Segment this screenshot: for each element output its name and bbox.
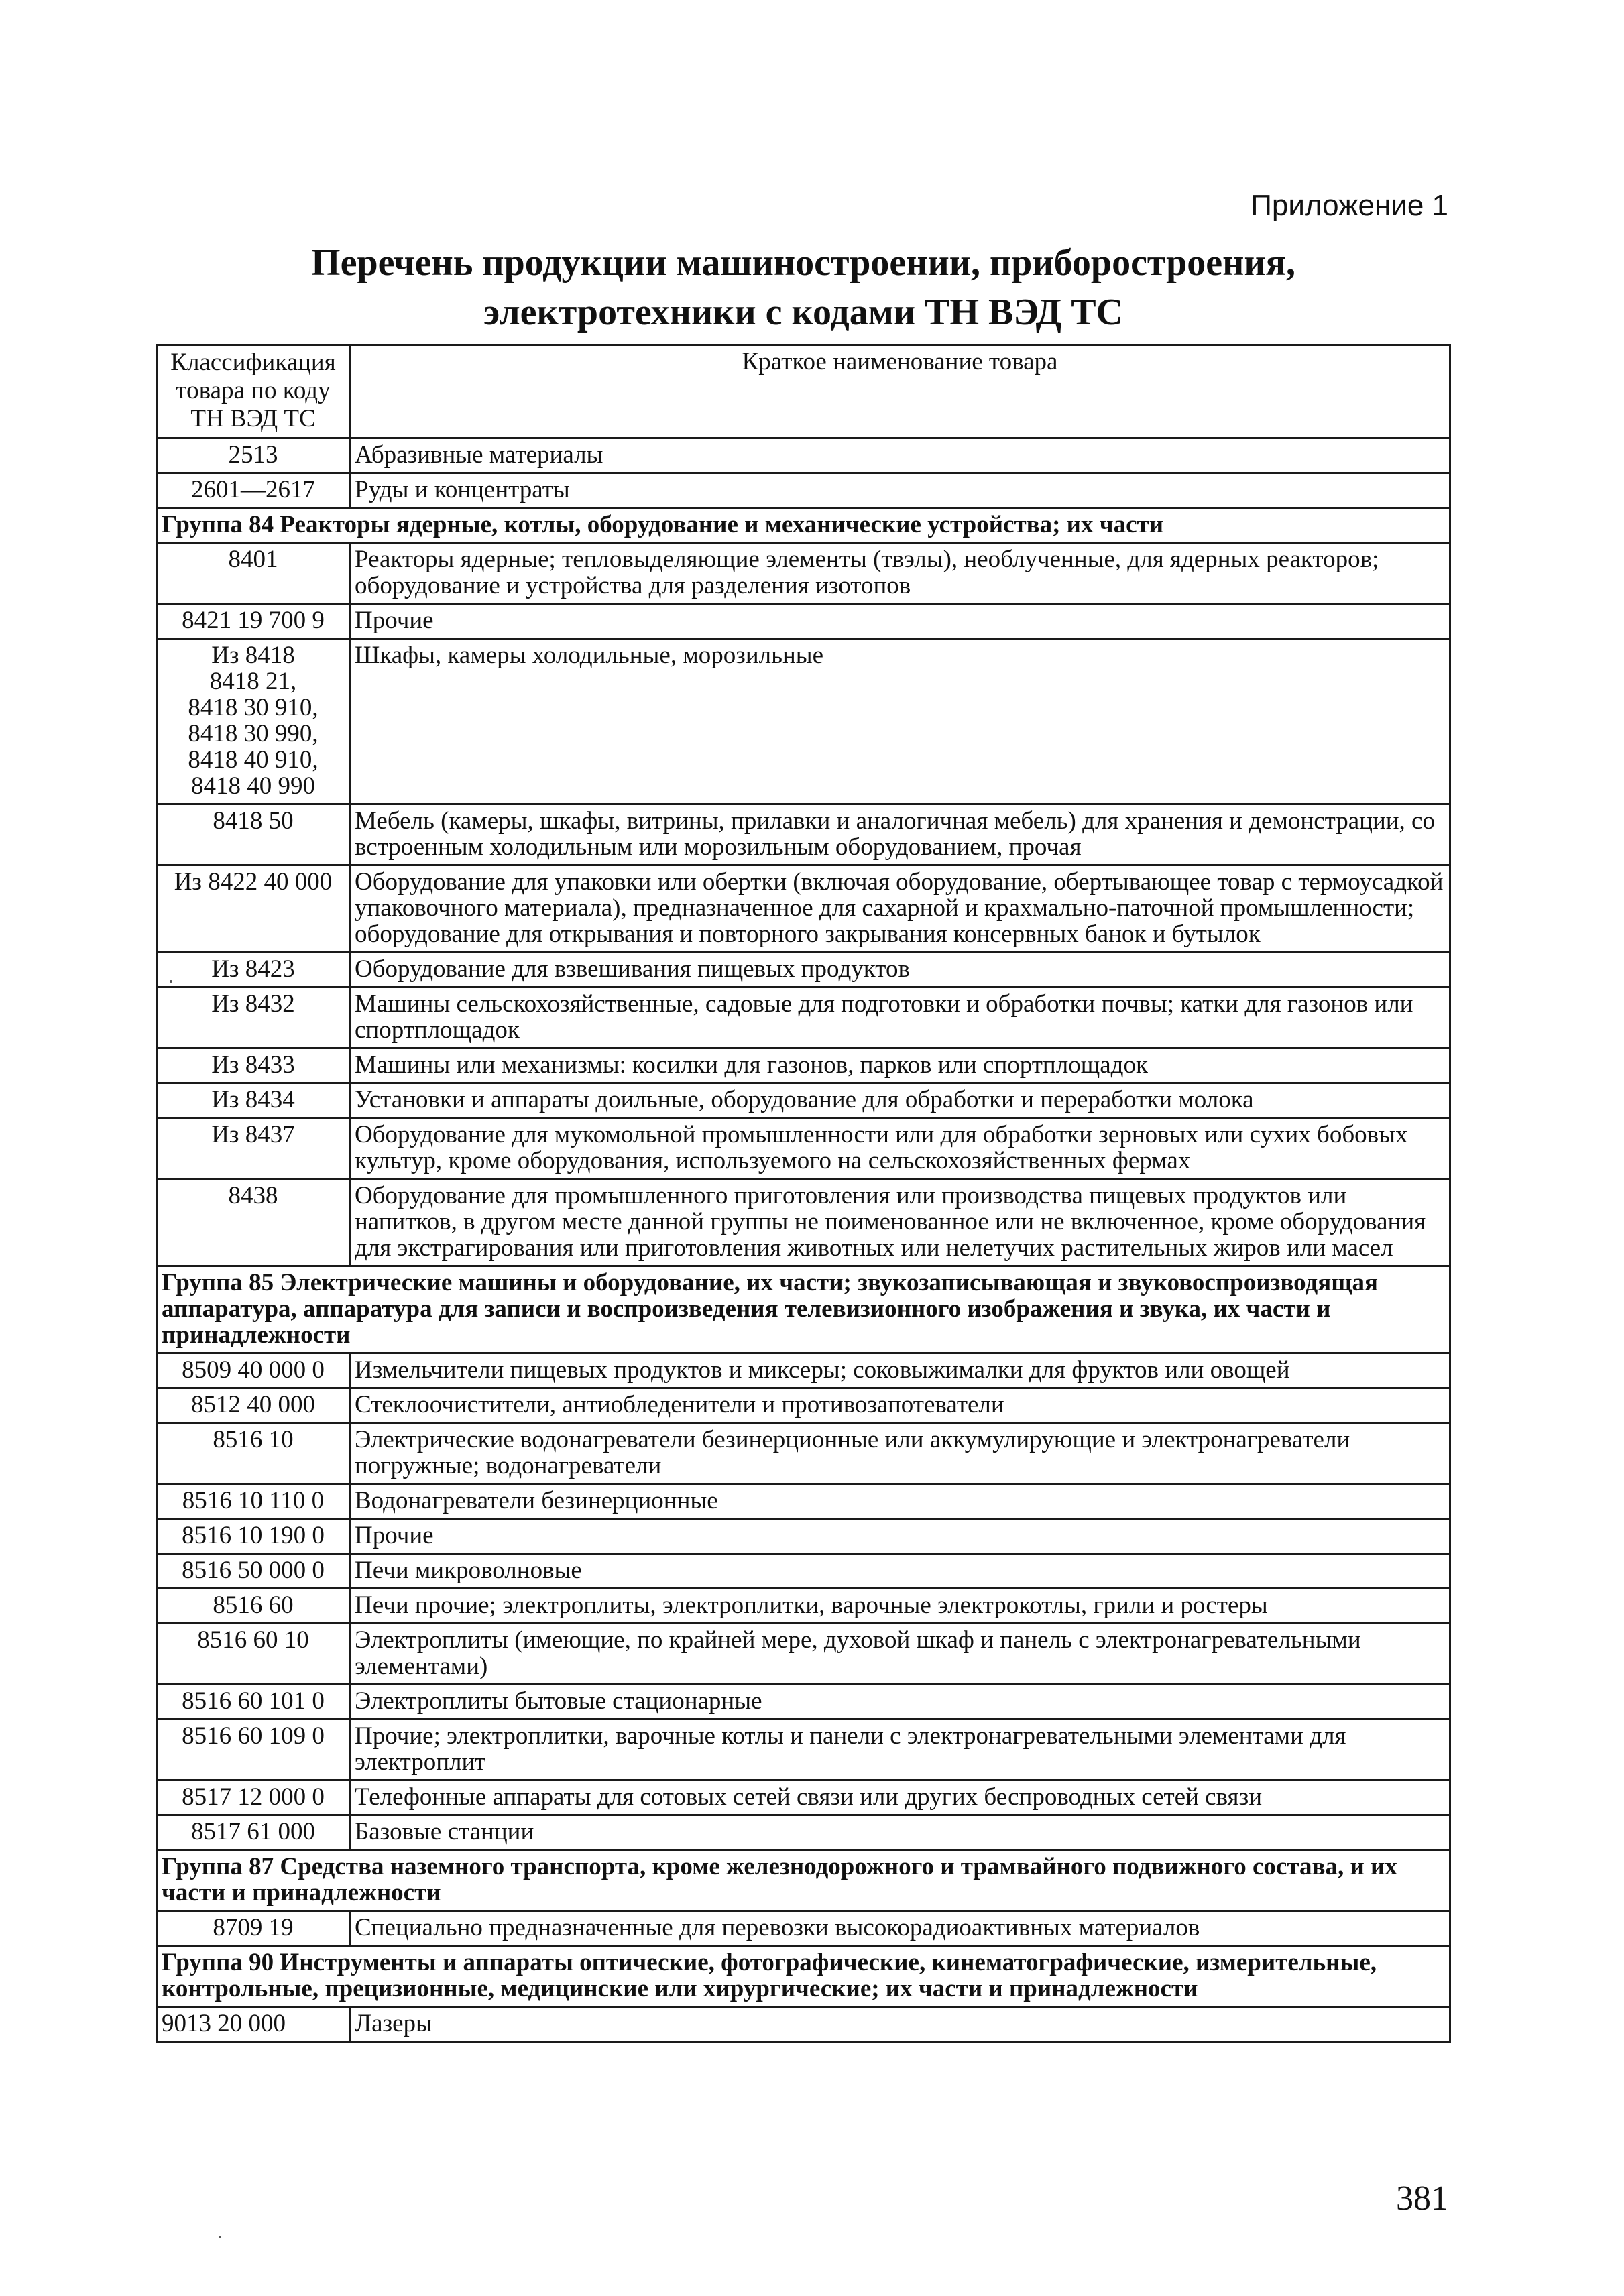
header-code: Классификация товара по коду ТН ВЭД ТС	[157, 345, 350, 438]
tnved-code: 2601—2617	[157, 473, 350, 508]
table-row	[157, 987, 1450, 1048]
product-name: Установки и аппараты доильные, оборудование для обработки и переработки молока	[350, 1083, 1450, 1118]
tnved-code: 8517 12 000 0	[157, 1780, 350, 1815]
table-row	[157, 1815, 1450, 1850]
page-title	[156, 238, 1451, 337]
table-row	[157, 1179, 1450, 1266]
table-row	[157, 1685, 1450, 1719]
product-name: Специально предназначенные для перевозки высокорадиоактивных материалов	[350, 1911, 1450, 1946]
product-name: Электроплиты (имеющие, по крайней мере, духовой шкаф и панель с электронагревательными элементами)	[350, 1624, 1450, 1685]
table-row	[157, 1624, 1450, 1685]
group-row	[157, 1266, 1450, 1353]
table-row	[157, 1048, 1450, 1083]
product-name: Прочие; электроплитки, варочные котлы и панели с электронагревательными элементами для электроплит	[350, 1719, 1450, 1780]
table-row	[157, 1484, 1450, 1519]
table-row	[157, 543, 1450, 604]
product-name: Оборудование для промышленного приготовления или производства пищевых продуктов или напитков, в другом месте данной группы не поименованное или не включенное, кроме оборудования для экстрагирования или приготовления животных или нелетучих растительных жиров или масел	[350, 1179, 1450, 1266]
table-row	[157, 1083, 1450, 1118]
tnved-code: Из 8422 40 000	[157, 865, 350, 953]
tnved-code: Из 8423	[157, 953, 350, 987]
tnved-code: 2513	[157, 438, 350, 473]
product-name: Абразивные материалы	[350, 438, 1450, 473]
table-row	[157, 1719, 1450, 1780]
table-row	[157, 1589, 1450, 1624]
table-row	[157, 2007, 1450, 2042]
group-row	[157, 508, 1450, 543]
title-line-2: электротехники с кодами ТН ВЭД ТС	[483, 292, 1123, 333]
group-row	[157, 1850, 1450, 1911]
table-row	[157, 1554, 1450, 1589]
tnved-code: 8512 40 000	[157, 1388, 350, 1423]
product-table	[156, 344, 1451, 2043]
table-row	[157, 804, 1450, 865]
table-body	[157, 438, 1450, 2042]
product-name: Прочие	[350, 1519, 1450, 1554]
table-row	[157, 1353, 1450, 1388]
table-row	[157, 438, 1450, 473]
table-row	[157, 953, 1450, 987]
tnved-code: 8516 10 190 0	[157, 1519, 350, 1554]
product-name: Руды и концентраты	[350, 473, 1450, 508]
tnved-code: 8509 40 000 0	[157, 1353, 350, 1388]
appendix-label: Приложение 1	[1251, 189, 1448, 222]
product-name: Мебель (камеры, шкафы, витрины, прилавки и аналогичная мебель) для хранения и демонстрации, со встроенным холодильным или морозильным оборудованием, прочая	[350, 804, 1450, 865]
tnved-code: 8517 61 000	[157, 1815, 350, 1850]
tnved-code: Из 8434	[157, 1083, 350, 1118]
table-header-row	[157, 345, 1450, 438]
tnved-code: Из 8433	[157, 1048, 350, 1083]
tnved-code: 8516 10	[157, 1423, 350, 1484]
tnved-code: 8516 50 000 0	[157, 1554, 350, 1589]
product-name: Шкафы, камеры холодильные, морозильные	[350, 639, 1450, 804]
group-heading: Группа 84 Реакторы ядерные, котлы, оборудование и механические устройства; их части	[157, 508, 1450, 543]
product-name: Машины или механизмы: косилки для газонов, парков или спортплощадок	[350, 1048, 1450, 1083]
product-name: Стеклоочистители, антиобледенители и противозапотеватели	[350, 1388, 1450, 1423]
group-heading: Группа 90 Инструменты и аппараты оптические, фотографические, кинематографические, измерительные, контрольные, прецизионные, медицинские или хирургические; их части и принадлежности	[157, 1946, 1450, 2007]
title-line-1: Перечень продукции машиностроении, приборостроения,	[311, 242, 1295, 284]
tnved-code: 8516 10 110 0	[157, 1484, 350, 1519]
table-row	[157, 1423, 1450, 1484]
tnved-code: 8516 60	[157, 1589, 350, 1624]
group-row	[157, 1946, 1450, 2007]
tnved-code: Из 8418 8418 21, 8418 30 910, 8418 30 990, 8418 40 910, 8418 40 990	[157, 639, 350, 804]
product-name: Лазеры	[350, 2007, 1450, 2042]
product-name: Электрические водонагреватели безинерционные или аккумулирующие и электронагреватели погружные; водонагреватели	[350, 1423, 1450, 1484]
table-row	[157, 865, 1450, 953]
product-name: Печи микроволновые	[350, 1554, 1450, 1589]
tnved-code: 8516 60 101 0	[157, 1685, 350, 1719]
tnved-code: Из 8437	[157, 1118, 350, 1179]
header-name: Краткое наименование товара	[350, 345, 1450, 438]
page-number: 381	[1396, 2179, 1448, 2218]
tnved-code: 8421 19 700 9	[157, 604, 350, 639]
table-row	[157, 639, 1450, 804]
product-name: Печи прочие; электроплиты, электроплитки, варочные электрокотлы, грили и ростеры	[350, 1589, 1450, 1624]
tnved-code: 8516 60 10	[157, 1624, 350, 1685]
tnved-code: 8438	[157, 1179, 350, 1266]
scan-speck	[219, 2236, 221, 2238]
product-name: Электроплиты бытовые стационарные	[350, 1685, 1450, 1719]
product-name: Оборудование для взвешивания пищевых продуктов	[350, 953, 1450, 987]
scan-speck	[170, 980, 172, 983]
product-name: Машины сельскохозяйственные, садовые для подготовки и обработки почвы; катки для газонов или спортплощадок	[350, 987, 1450, 1048]
group-heading: Группа 87 Средства наземного транспорта, кроме железнодорожного и трамвайного подвижного состава, и их части и принадлежности	[157, 1850, 1450, 1911]
table-row	[157, 1519, 1450, 1554]
product-name: Оборудование для упаковки или обертки (включая оборудование, обертывающее товар с термоусадкой упаковочного материала), предназначенное для сахарной и крахмально-паточной промышленности; оборудование для открывания и повторного закрывания консервных банок и бутылок	[350, 865, 1450, 953]
tnved-code: 8709 19	[157, 1911, 350, 1946]
product-name: Измельчители пищевых продуктов и миксеры; соковыжималки для фруктов или овощей	[350, 1353, 1450, 1388]
product-name: Оборудование для мукомольной промышленности или для обработки зерновых или сухих бобовых культур, кроме оборудования, используемого на сельскохозяйственных фермах	[350, 1118, 1450, 1179]
table-row	[157, 604, 1450, 639]
product-name: Прочие	[350, 604, 1450, 639]
tnved-code: 8401	[157, 543, 350, 604]
tnved-code: 8418 50	[157, 804, 350, 865]
table-row	[157, 1388, 1450, 1423]
tnved-code: Из 8432	[157, 987, 350, 1048]
table-row	[157, 473, 1450, 508]
tnved-code: 9013 20 000	[157, 2007, 350, 2042]
product-name: Базовые станции	[350, 1815, 1450, 1850]
table-row	[157, 1118, 1450, 1179]
product-name: Телефонные аппараты для сотовых сетей связи или других беспроводных сетей связи	[350, 1780, 1450, 1815]
table-row	[157, 1911, 1450, 1946]
product-name: Водонагреватели безинерционные	[350, 1484, 1450, 1519]
product-name: Реакторы ядерные; тепловыделяющие элементы (твэлы), необлученные, для ядерных реакторов; оборудование и устройства для разделения изотопов	[350, 543, 1450, 604]
tnved-code: 8516 60 109 0	[157, 1719, 350, 1780]
group-heading: Группа 85 Электрические машины и оборудование, их части; звукозаписывающая и звуковоспроизводящая аппаратура, аппаратура для записи и воспроизведения телевизионного изображения и звука, их части и принадлежности	[157, 1266, 1450, 1353]
table-row	[157, 1780, 1450, 1815]
